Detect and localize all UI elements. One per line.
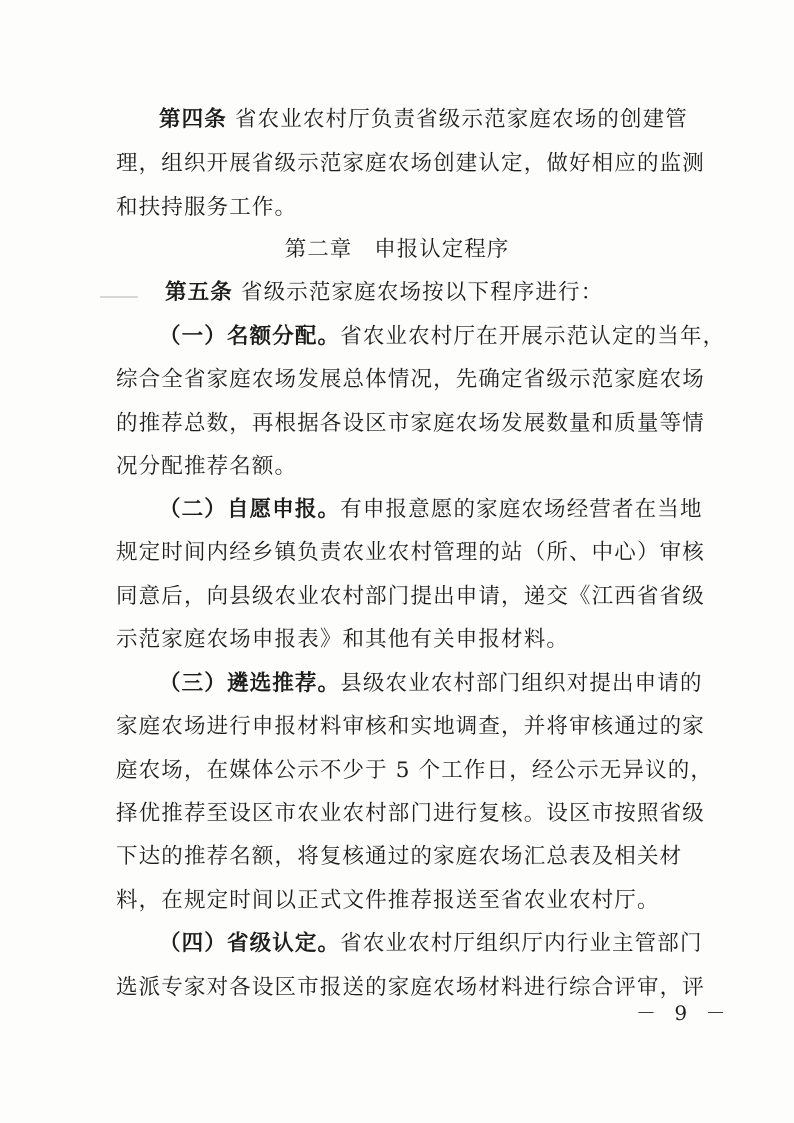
item-2-line-2: 规定时间内经乡镇负责农业农村管理的站（所、中心）审核 <box>116 540 705 565</box>
item-3-line-6: 料，在规定时间以正式文件推荐报送至省农业农村厅。 <box>116 888 660 913</box>
item-1-line-3: 的推荐总数，再根据各设区市家庭农场发展数量和质量等情 <box>116 411 705 436</box>
article-4-line-1 <box>159 108 688 132</box>
scan-mark <box>100 296 138 298</box>
item-2-line-4: 示范家庭农场申报表》和其他有关申报材料。 <box>116 627 570 652</box>
article-5-text: 省级示范家庭农场按以下程序进行： <box>240 280 604 305</box>
article-5-label: 第五条 <box>165 280 233 305</box>
item-3-line-3: 庭农场，在媒体公示不少于 5 个工作日，经公示无异议的， <box>116 758 714 783</box>
item-4-text-1: 省农业农村厅组织厅内行业主管部门 <box>340 931 703 956</box>
item-3-line-4: 择优推荐至设区市农业农村部门进行复核。设区市按照省级 <box>116 801 705 826</box>
chapter-heading <box>0 238 794 262</box>
item-3-text-1: 县级农业农村部门组织对提出申请的 <box>340 671 703 696</box>
item-1-line-4: 况分配推荐名额。 <box>116 454 298 479</box>
item-1-text-1: 省农业农村厅在开展示范认定的当年， <box>340 324 726 349</box>
article-4-label: 第四条 <box>159 107 227 132</box>
item-2-line-1 <box>159 498 703 522</box>
item-1-line-2: 综合全省家庭农场发展总体情况，先确定省级示范家庭农场 <box>116 367 705 392</box>
item-3-line-1 <box>159 672 703 696</box>
page-number: － 9 － <box>636 1001 732 1025</box>
item-4-line-2: 选派专家对各设区市报送的家庭农场材料进行综合评审，评 <box>116 975 705 1000</box>
item-1-heading: （一）名额分配。 <box>159 324 341 349</box>
item-4-line-1 <box>159 932 703 956</box>
article-4-text-1: 省农业农村厅负责省级示范家庭农场的创建管 <box>234 107 688 132</box>
chapter-title: 申报认定程序 <box>374 237 510 262</box>
item-3-line-5: 下达的推荐名额，将复核通过的家庭农场汇总表及相关材 <box>116 844 683 869</box>
item-2-line-3: 同意后，向县级农业农村部门提出申请，递交《江西省省级 <box>116 584 705 609</box>
item-4-heading: （四）省级认定。 <box>159 931 341 956</box>
article-4-line-2: 理，组织开展省级示范家庭农场创建认定，做好相应的监测 <box>116 151 705 176</box>
item-3-line-2: 家庭农场进行申报材料审核和实地调查，并将审核通过的家 <box>116 714 705 739</box>
item-3-heading: （三）遴选推荐。 <box>159 671 341 696</box>
article-4-line-3: 和扶持服务工作。 <box>116 195 298 220</box>
item-2-text-1: 有申报意愿的家庭农场经营者在当地 <box>340 497 703 522</box>
chapter-number: 第二章 <box>284 237 353 262</box>
item-2-heading: （二）自愿申报。 <box>159 497 341 522</box>
article-5-line <box>165 281 603 305</box>
item-1-line-1 <box>159 325 725 349</box>
